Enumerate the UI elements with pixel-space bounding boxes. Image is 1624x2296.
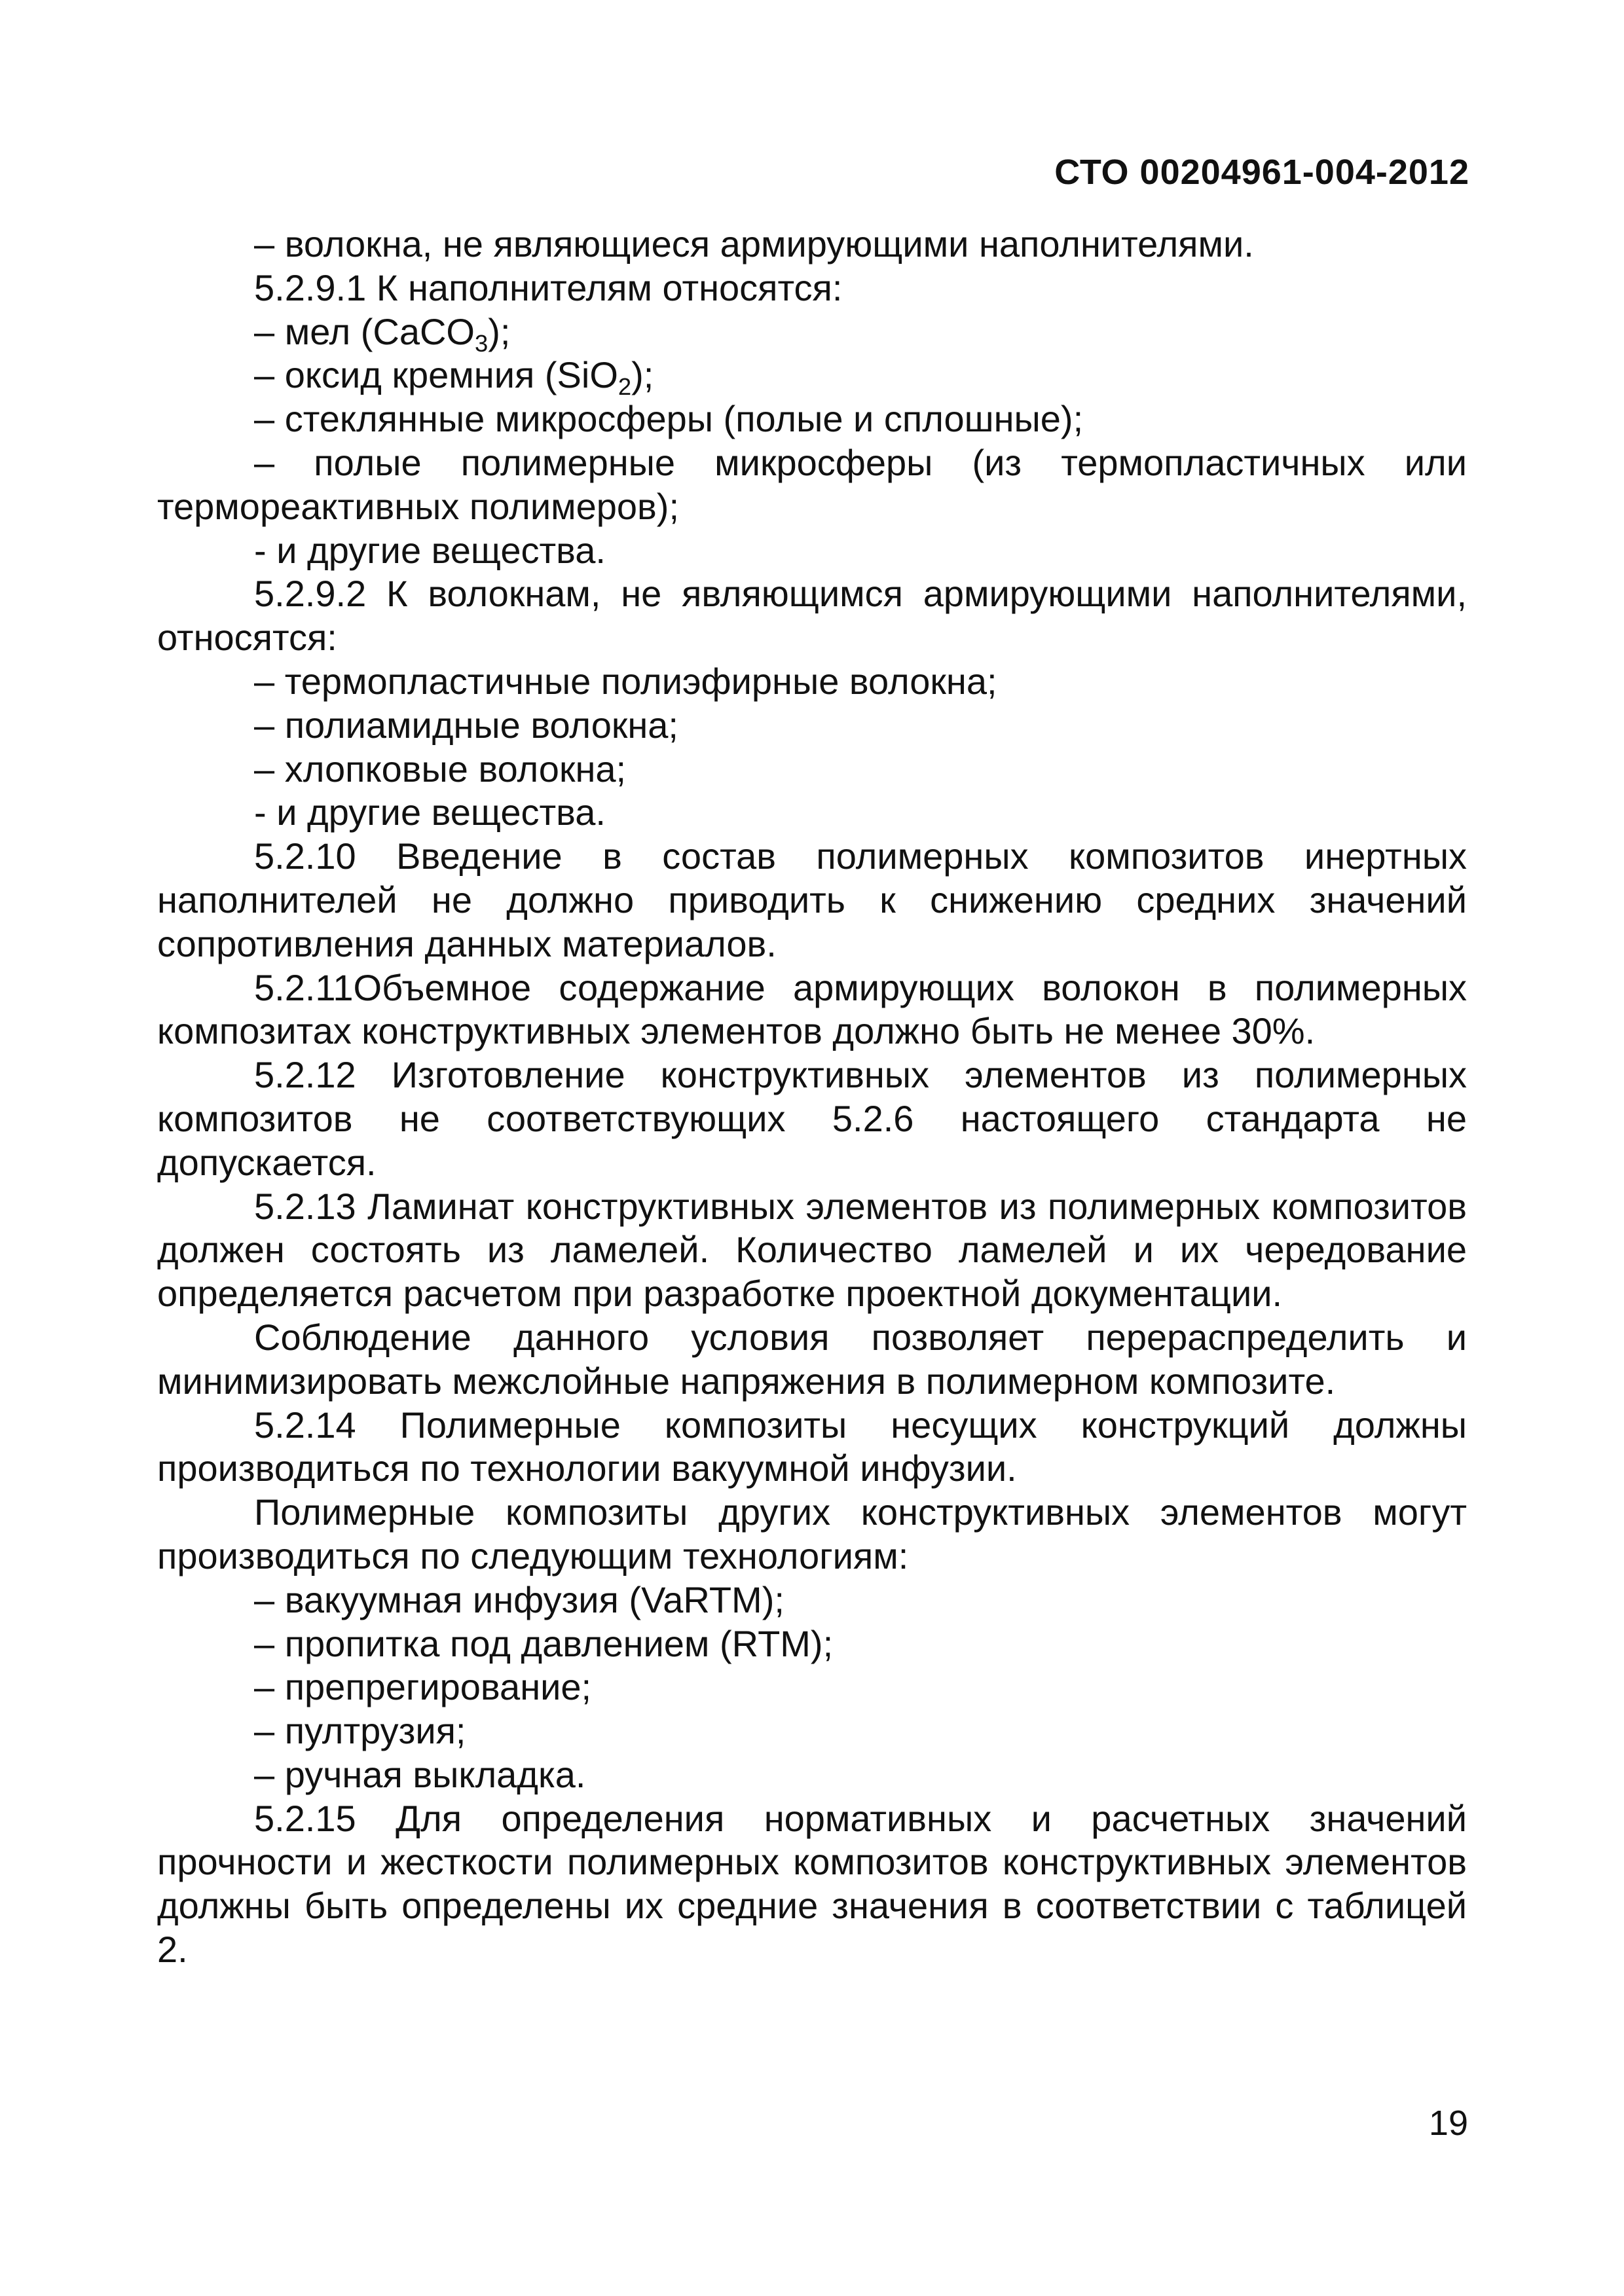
paragraph: 5.2.11Объемное содержание армирующих волокон в полимерных композитах конструктивных элементов должно быть не менее 30%. (157, 966, 1467, 1052)
paragraph: 5.2.12 Изготовление конструктивных элементов из полимерных композитов не соответствующих 5.2.6 настоящего стандарта не допускается. (157, 1054, 1467, 1183)
paragraph: – препрегирование; (254, 1666, 592, 1708)
paragraph: - и другие вещества. (254, 529, 606, 571)
paragraph: – полые полимерные микросферы (из термопластичных или термореактивных полимеров); (157, 441, 1467, 527)
paragraph: 5.2.9.2 К волокнам, не являющимся армирующими наполнителями, относятся: (157, 573, 1467, 659)
paragraph: 5.2.10 Введение в состав полимерных композитов инертных наполнителей не должно приводить к снижению средних значений сопротивления данных материалов. (157, 835, 1467, 964)
page-number: 19 (1428, 2104, 1468, 2143)
subscript: 2 (618, 373, 632, 401)
formula-text: – мел (CaCO (254, 310, 475, 352)
formula-text: – оксид кремния (SiO (254, 354, 618, 396)
paragraph: 5.2.9.1 К наполнителям относятся: (254, 266, 843, 308)
paragraph: Полимерные композиты других конструктивных элементов могут производиться по следующим технологиям: (157, 1491, 1467, 1576)
paragraph: – пропитка под давлением (RTM); (254, 1622, 834, 1664)
formula-text: ); (488, 310, 511, 352)
body-text (157, 223, 1467, 1972)
paragraph: - и другие вещества. (254, 792, 606, 833)
paragraph (157, 310, 1467, 357)
paragraph: 5.2.13 Ламинат конструктивных элементов из полимерных композитов должен состоять из ламелей. Количество ламелей и их чередование определяется расчетом при разработке проектной документации. (157, 1185, 1467, 1315)
paragraph: – вакуумная инфузия (VaRTM); (254, 1578, 784, 1620)
paragraph: – стеклянные микросферы (полые и сплошные); (254, 398, 1084, 440)
paragraph: – волокна, не являющиеся армирующими наполнителями. (254, 223, 1254, 264)
paragraph: 5.2.15 Для определения нормативных и расчетных значений прочности и жесткости полимерных композитов конструктивных элементов должны быть определены их средние значения в соответствии с таблицей 2. (157, 1797, 1467, 1971)
paragraph: – полиамидные волокна; (254, 704, 678, 746)
formula-text: ); (631, 354, 654, 396)
paragraph: – хлопковые волокна; (254, 748, 627, 790)
paragraph: – пултрузия; (254, 1710, 466, 1752)
paragraph: Соблюдение данного условия позволяет перераспределить и минимизировать межслойные напряжения в полимерном композите. (157, 1316, 1467, 1402)
paragraph (157, 354, 1467, 401)
paragraph: 5.2.14 Полимерные композиты несущих конструкций должны производиться по технологии вакуумной инфузии. (157, 1404, 1467, 1489)
subscript: 3 (474, 329, 489, 357)
paragraph: – термопластичные полиэфирные волокна; (254, 660, 997, 702)
paragraph: – ручная выкладка. (254, 1753, 586, 1795)
document-code-header: СТО 00204961-004-2012 (1054, 153, 1469, 192)
